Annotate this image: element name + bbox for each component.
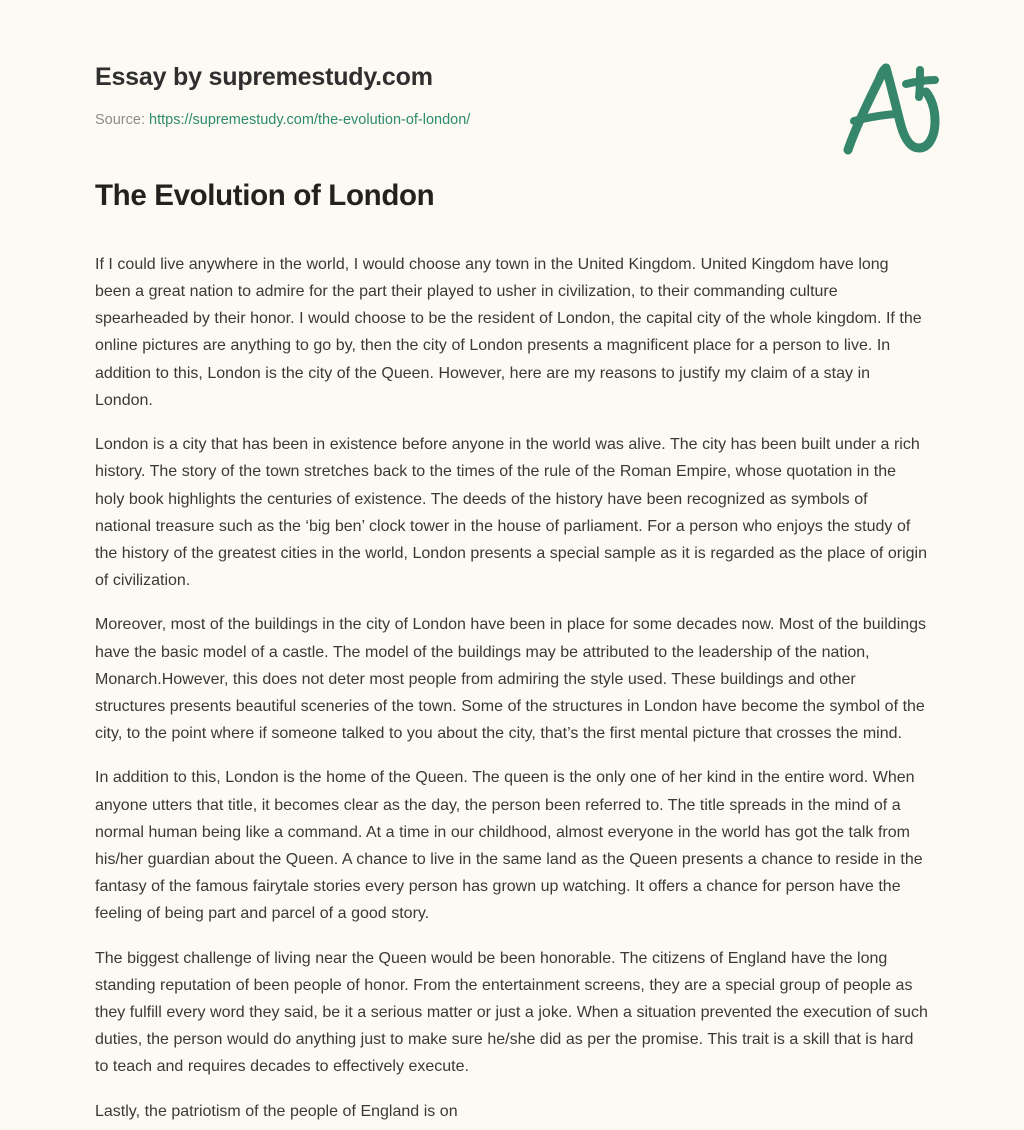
paragraph: If I could live anywhere in the world, I would choose any town in the United Kingdom. United Kingdom have long been a great nation to admire for the part their played to usher in civilization, to their commanding culture spearheaded by their honor. I would choose to be the resident of London, the capital city of the whole kingdom. If the online pictures are anything to go by, then the city of London presents a magnificent place for a person to live. In addition to this, London is the city of the Queen. However, here are my reasons to justify my claim of a stay in London. <box>95 255 922 409</box>
source-line <box>95 111 928 130</box>
paragraph: In addition to this, London is the home of the Queen. The queen is the only one of her kind in the entire word. When anyone utters that title, it becomes clear as the day, the person been referred to. The title spreads in the mind of a normal human being like a command. At a time in our childhood, almost everyone in the world has got the talk from his/her guardian about the Queen. A chance to live in the same land as the Queen presents a chance to reside in the fantasy of the famous fairytale stories every person has grown up watching. It offers a chance for person have the feeling of being part and parcel of a good story. <box>95 769 923 923</box>
source-label: Source: <box>95 112 145 128</box>
page-title: The Evolution of London <box>95 179 435 212</box>
byline: Essay by supremestudy.com <box>95 63 433 91</box>
paragraph: Lastly, the patriotism of the people of England is on <box>95 1102 458 1120</box>
source-link[interactable]: https://supremestudy.com/the-evolution-of-london/ <box>149 112 471 128</box>
paragraph: The biggest challenge of living near the Queen would be been honorable. The citizens of England have the long standing reputation of been people of honor. From the entertainment screens, they are a special group of people as they fulfill every word they said, be it a serious matter or just a joke. When a situation prevented the execution of such duties, the person would do anything just to make sure he/she did as per the promise. This trait is a skill that is hard to teach and requires decades to effectively execute. <box>95 949 928 1076</box>
article-body <box>0 178 1024 1125</box>
page-header <box>0 0 1024 178</box>
aplus-logo-icon <box>834 58 946 156</box>
paragraph: Moreover, most of the buildings in the city of London have been in place for some decades now. Most of the buildings have the basic model of a castle. The model of the buildings may be attributed to the leadership of the nation, Monarch.However, this does not deter most people from admiring the style used. These buildings and other structures presents beautiful sceneries of the town. Some of the structures in London have become the symbol of the city, to the point where if someone talked to you about the city, that’s the first mental picture that crosses the mind. <box>95 616 927 743</box>
paragraph: London is a city that has been in existence before anyone in the world was alive. The city has been built under a rich history. The story of the town stretches back to the times of the rule of the Roman Empire, whose quotation in the holy book highlights the centuries of existence. The deeds of the history have been recognized as symbols of national treasure such as the ‘big ben’ clock tower in the house of parliament. For a person who enjoys the study of the history of the greatest cities in the world, London presents a special sample as it is regarded as the place of origin of civilization. <box>95 436 927 590</box>
